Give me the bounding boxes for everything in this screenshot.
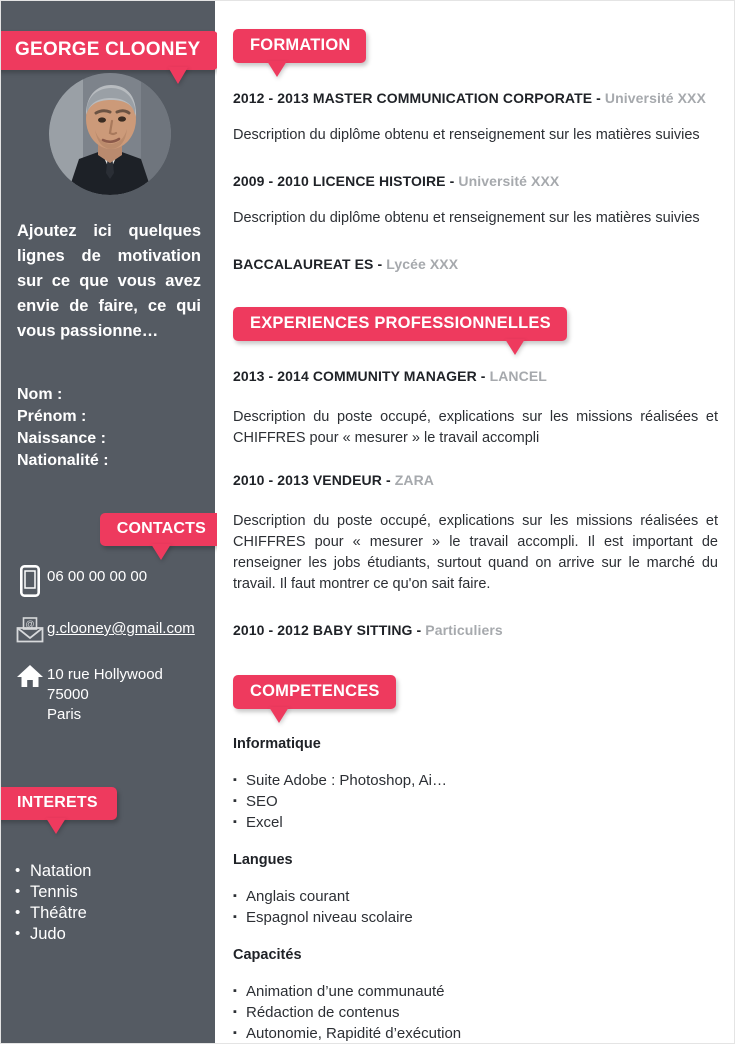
identity-naissance: Naissance : (17, 430, 106, 447)
entry-title (233, 255, 718, 273)
banner-tail-icon (267, 61, 287, 77)
identity-nationalite: Nationalité : (17, 452, 109, 469)
entry-description: Description du diplôme obtenu et renseignement sur les matières suivies (233, 210, 700, 226)
competence-group-title: Capacités (233, 947, 302, 963)
experiences-banner (233, 307, 567, 341)
entry-role: BACCALAUREAT ES - (233, 256, 387, 272)
contact-phone-row (13, 563, 213, 597)
home-icon (13, 661, 47, 689)
banner-tail-icon (46, 818, 66, 834)
entry-description: Description du diplôme obtenu et renseignement sur les matières suivies (233, 127, 700, 143)
list-item: ▪ Excel (233, 812, 718, 833)
entry-org: Particuliers (425, 622, 503, 638)
banner-tail-icon (151, 544, 171, 560)
entry-title (233, 172, 718, 190)
entry-role: 2012 - 2013 MASTER COMMUNICATION CORPORATE - (233, 90, 605, 106)
identity-fields (17, 384, 109, 472)
interets-banner (0, 787, 117, 820)
email-icon (13, 615, 47, 643)
identity-nom: Nom : (17, 386, 63, 403)
list-item: • Théâtre (13, 903, 91, 924)
contact-list (13, 563, 213, 743)
entry-title (233, 621, 718, 639)
list-item: • Natation (13, 861, 91, 882)
banner-tail-icon (269, 707, 289, 723)
contact-address-value (47, 661, 163, 725)
portrait-photo-icon (49, 73, 171, 195)
list-item: ▪ Animation d’une communauté (233, 981, 718, 1002)
list-item: ▪ Anglais courant (233, 886, 718, 907)
competence-group-list (233, 770, 718, 833)
list-item: ▪ Espagnol niveau scolaire (233, 907, 718, 928)
experiences-banner-label: EXPERIENCES PROFESSIONNELLES (250, 314, 551, 332)
address-line-3: Paris (47, 706, 82, 723)
address-line-2: 75000 (47, 686, 89, 703)
entry-org: ZARA (394, 472, 435, 488)
competence-group-title: Langues (233, 852, 293, 868)
formation-banner (233, 29, 366, 63)
main-column (217, 1, 734, 1044)
entry-org: Lycée XXX (386, 256, 459, 272)
contacts-banner (100, 513, 223, 546)
interets-banner-label: INTERETS (17, 794, 98, 811)
competences-banner-label: COMPETENCES (250, 682, 380, 700)
formation-banner-label: FORMATION (250, 36, 351, 54)
contacts-banner-label: CONTACTS (116, 520, 206, 537)
competence-group-list (233, 886, 718, 928)
banner-tail-icon (168, 67, 188, 84)
list-item: • Tennis (13, 882, 91, 903)
entry-org: Université XXX (604, 90, 706, 106)
list-item: ▪ Autonomie, Rapidité d’exécution (233, 1023, 718, 1044)
entry-org: LANCEL (489, 368, 547, 384)
entry-title (233, 471, 718, 489)
entry-role: 2013 - 2014 COMMUNITY MANAGER - (233, 368, 490, 384)
interets-list (13, 861, 91, 945)
list-item: • Judo (13, 924, 91, 945)
entry-org: Université XXX (458, 173, 560, 189)
list-item: ▪ Rédaction de contenus (233, 1002, 718, 1023)
sidebar (1, 1, 215, 1044)
entry-title (233, 367, 718, 385)
entry-role: 2009 - 2010 LICENCE HISTOIRE - (233, 173, 459, 189)
experiences-entries (217, 341, 734, 639)
contact-address-row (13, 661, 213, 725)
contact-phone-value[interactable]: 06 00 00 00 00 (47, 568, 148, 585)
banner-tail-icon (505, 339, 525, 355)
svg-text:@: @ (25, 619, 35, 629)
phone-icon (13, 563, 47, 597)
motivation-text: Ajoutez ici quelques lignes de motivation sur ce que vous avez envie de faire, ce qui vous passionne… (17, 222, 201, 340)
avatar (49, 73, 171, 195)
contact-email-row (13, 615, 213, 643)
formation-entries (217, 63, 734, 273)
name-banner (0, 31, 218, 70)
contact-email-value[interactable]: g.clooney@gmail.com (47, 620, 195, 637)
competence-group-list (233, 981, 718, 1044)
candidate-name: GEORGE CLOONEY (15, 39, 201, 60)
entry-role: 2010 - 2013 VENDEUR - (233, 472, 395, 488)
identity-prenom: Prénom : (17, 408, 87, 425)
entry-title (233, 89, 718, 107)
entry-description: Description du poste occupé, explications sur les missions réalisées et CHIFFRES pour « mesurer » le travail accompli (233, 409, 718, 446)
entry-role: 2010 - 2012 BABY SITTING - (233, 622, 426, 638)
entry-description: Description du poste occupé, explications sur les missions réalisées et CHIFFRES pour « mesurer » le travail accompli. Il est important de renseigner les jobs étudiants, surtout quand on arrive sur le marché du travail. Il faut montrer ce qu'on sait faire. (233, 513, 718, 592)
competences-banner (233, 675, 396, 709)
list-item: ▪ Suite Adobe : Photoshop, Ai… (233, 770, 718, 791)
competence-group-title: Informatique (233, 736, 321, 752)
address-line-1: 10 rue Hollywood (47, 666, 163, 683)
list-item: ▪ SEO (233, 791, 718, 812)
competences-groups (217, 709, 734, 1044)
